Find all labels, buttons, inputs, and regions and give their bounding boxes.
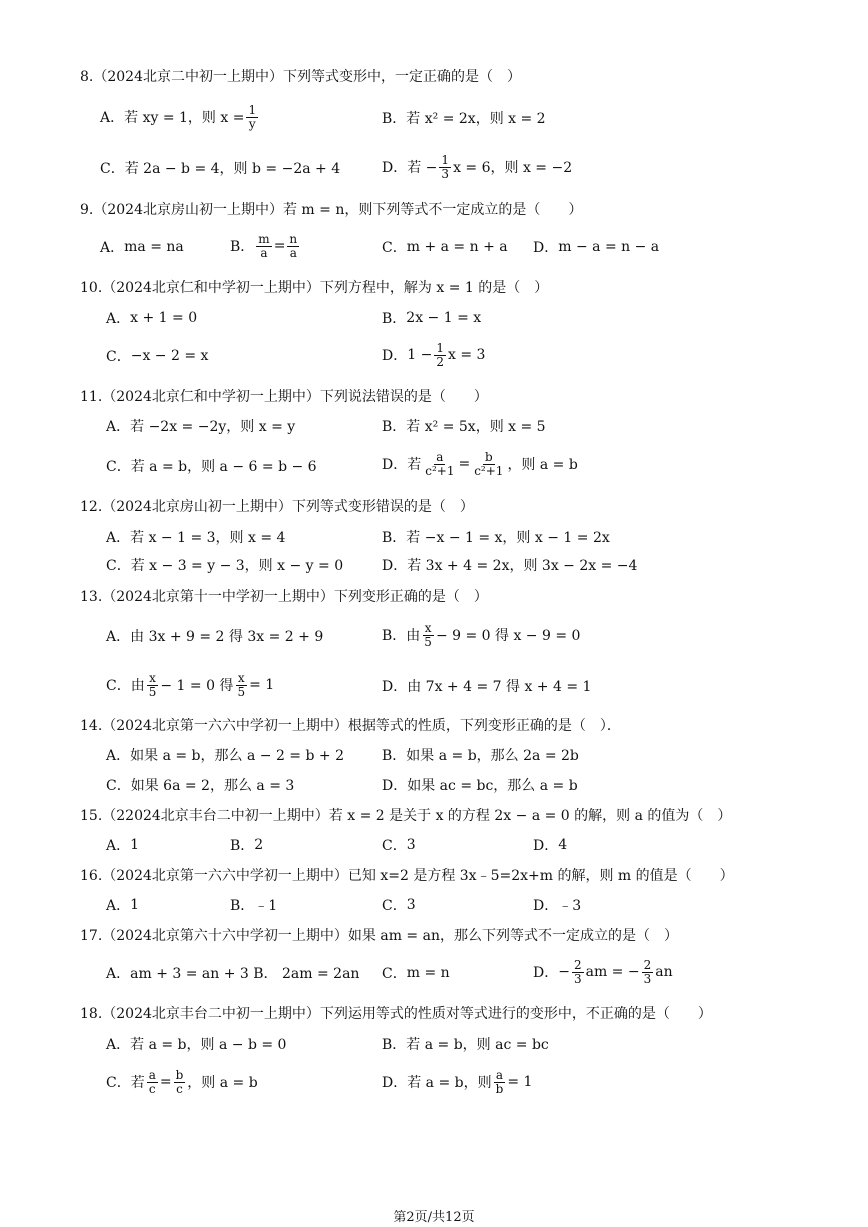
q11-option-b: B． 若 x² = 5x，则 x = 5 xyxy=(382,419,546,435)
q13-option-b: B． 由 $\frac{x}{5}$ − 9 = 0 得 x − 9 = 0 xyxy=(382,620,581,649)
q16-option-c: C． 3 xyxy=(382,897,416,914)
question-18: 18.（2024北京丰台二中初一上期中）下列运用等式的性质对等式进行的变形中，不正确的是（ ） xyxy=(80,1006,712,1022)
q14-option-c: C． 如果 6a = 2，那么 a = 3 xyxy=(106,778,295,794)
q10-option-d: D． 1 − $\frac{1}{2}$ x = 3 xyxy=(382,340,486,369)
q16-option-b: B． ﹣1 xyxy=(230,898,278,914)
q12-option-b: B． 若 −x − 1 = x，则 x − 1 = 2x xyxy=(382,530,610,546)
q11-option-c: C． 若 a = b，则 a − 6 = b − 6 xyxy=(106,459,317,475)
q17-option-c: C． m = n xyxy=(382,965,450,982)
question-10: 10.（2024北京仁和中学初一上期中）下列方程中，解为 x = 1 的是（ ） xyxy=(80,280,549,296)
q9-option-d: D． m − a = n − a xyxy=(533,239,660,256)
q13-option-a: A． 由 3x + 9 = 2 得 3x = 2 + 9 xyxy=(106,629,324,645)
q14-option-a: A． 如果 a = b，那么 a − 2 = b + 2 xyxy=(106,748,344,764)
question-13: 13.（2024北京第十一中学初一上期中）下列变形正确的是（ ） xyxy=(80,589,488,605)
question-14: 14.（2024北京第一六六中学初一上期中）根据等式的性质，下列变形正确的是（ ）． xyxy=(80,718,621,734)
q9-option-c: C． m + a = n + a xyxy=(382,239,508,256)
q13-option-d: D． 由 7x + 4 = 7 得 x + 4 = 1 xyxy=(382,679,592,695)
question-9: 9.（2024北京房山初一上期中）若 m = n，则下列等式不一定成立的是（ ） xyxy=(80,202,583,218)
question-16: 16.（2024北京第一六六中学初一上期中）已知 x=2 是方程 3x﹣5=2x+m 的解，则 m 的值是（ ） xyxy=(80,868,734,884)
q12-option-d: D． 若 3x + 4 = 2x，则 3x − 2x = −4 xyxy=(382,558,638,574)
q14-option-d: D． 如果 ac = bc，那么 a = b xyxy=(382,778,578,794)
q15-option-c: C． 3 xyxy=(382,837,416,854)
question-11: 11.（2024北京仁和中学初一上期中）下列说法错误的是（ ） xyxy=(80,389,488,405)
q18-option-c: C． 若 $\frac{a}{c}$ = $\frac{b}{c}$ ，则 a = b xyxy=(106,1067,258,1096)
q10-option-a: A． x + 1 = 0 xyxy=(106,310,198,327)
q18-option-a: A． 若 a = b，则 a − b = 0 xyxy=(106,1037,287,1053)
q16-option-a: A． 1 xyxy=(106,897,140,914)
q10-option-c: C． −x − 2 = x xyxy=(106,348,209,365)
question-15: 15.（22024北京丰台二中初一上期中）若 x = 2 是关于 x 的方程 2x − a = 0 的解，则 a 的值为（ ） xyxy=(80,808,732,824)
q11-option-d: D． 若 $\frac{a}{\text{c²+1}}$ = $\frac{b}{\text{c²+1}}$ ，则 a = b xyxy=(382,449,578,478)
q11-option-a: A． 若 −2x = −2y，则 x = y xyxy=(106,419,296,435)
q9-option-a: A． ma = na xyxy=(100,239,184,256)
q17-option-ab: A． am + 3 = an + 3 B． 2am = 2an xyxy=(106,966,360,982)
q10-option-b: B． 2x − 1 = x xyxy=(382,310,482,327)
page-footer: 第2页/共12页 xyxy=(393,1210,475,1225)
q15-option-d: D． 4 xyxy=(533,837,568,854)
q17-option-d: D． − $\frac{2}{3}$ am = − $\frac{2}{3}$ an xyxy=(533,957,673,986)
q18-option-b: B． 若 a = b，则 ac = bc xyxy=(382,1037,549,1053)
q15-option-b: B． 2 xyxy=(230,837,264,854)
q8-option-d: D． 若 − $\frac{1}{3}$ x = 6，则 x = −2 xyxy=(382,152,573,181)
q16-option-d: D． ﹣3 xyxy=(533,898,582,914)
q18-option-d: D． 若 a = b，则 $\frac{a}{b}$ = 1 xyxy=(382,1067,533,1096)
question-12: 12.（2024北京房山初一上期中）下列等式变形错误的是（ ） xyxy=(80,499,474,515)
question-8: 8.（2024北京二中初一上期中）下列等式变形中，一定正确的是（ ） xyxy=(80,69,521,85)
q13-option-c: C． 由 $\frac{x}{5}$ − 1 = 0 得 $\frac{x}{5}$ = 1 xyxy=(106,670,275,699)
q12-option-a: A． 若 x − 1 = 3，则 x = 4 xyxy=(106,530,286,546)
q9-option-b: B． $\frac{m}{a}$ = $\frac{n}{a}$ xyxy=(230,231,298,260)
q8-option-b: B． 若 x² = 2x，则 x = 2 xyxy=(382,111,546,127)
q12-option-c: C． 若 x − 3 = y − 3，则 x − y = 0 xyxy=(106,558,344,574)
q8-option-c: C． 若 2a − b = 4，则 b = −2a + 4 xyxy=(100,161,341,177)
q8-option-a: A． 若 xy = 1，则 x = $\frac{1}{y}$ xyxy=(100,102,257,131)
q15-option-a: A． 1 xyxy=(106,837,140,854)
question-17: 17.（2024北京第六十六中学初一上期中）如果 am = an，那么下列等式不一定成立的是（ ） xyxy=(80,928,678,944)
q14-option-b: B． 如果 a = b，那么 2a = 2b xyxy=(382,748,579,764)
